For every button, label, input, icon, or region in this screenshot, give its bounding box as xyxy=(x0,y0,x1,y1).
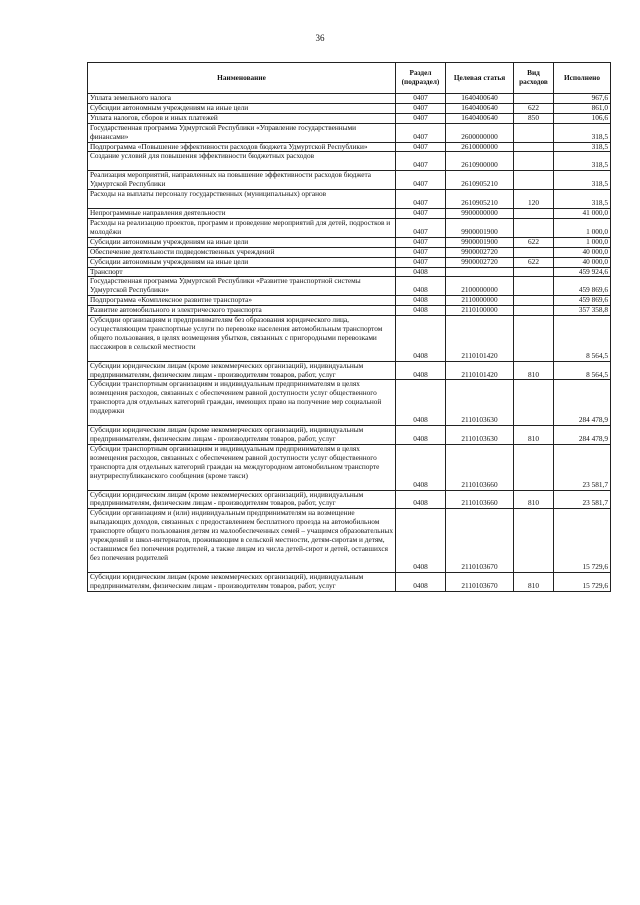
row-section: 0407 xyxy=(396,257,446,267)
table-row xyxy=(88,306,611,316)
row-name: Расходы на выплаты персоналу государственных (муниципальных) органов xyxy=(88,190,396,209)
row-target-item: 2610900000 xyxy=(446,152,514,171)
table-row xyxy=(88,237,611,247)
row-name: Уплата земельного налога xyxy=(88,94,396,104)
row-target-item: 1640400640 xyxy=(446,94,514,104)
row-target-item: 9900001900 xyxy=(446,218,514,237)
row-name: Создание условий для повышения эффективности бюджетных расходов xyxy=(88,152,396,171)
row-executed-amount: 23 581,7 xyxy=(554,490,611,509)
row-section: 0407 xyxy=(396,123,446,142)
row-target-item: 9900002720 xyxy=(446,247,514,257)
row-executed-amount: 8 564,5 xyxy=(554,361,611,380)
row-expense-kind xyxy=(514,209,554,219)
row-section: 0407 xyxy=(396,94,446,104)
row-target-item xyxy=(446,267,514,277)
row-name: Подпрограмма «Комплексное развитие транспорта» xyxy=(88,296,396,306)
page-number: 36 xyxy=(315,33,325,43)
row-expense-kind xyxy=(514,142,554,152)
row-expense-kind xyxy=(514,94,554,104)
row-executed-amount: 1 000,0 xyxy=(554,218,611,237)
row-name: Субсидии автономным учреждениям на иные цели xyxy=(88,237,396,247)
row-expense-kind xyxy=(514,380,554,426)
row-name: Транспорт xyxy=(88,267,396,277)
row-section: 0407 xyxy=(396,237,446,247)
row-expense-kind xyxy=(514,171,554,190)
row-executed-amount: 15 729,6 xyxy=(554,572,611,591)
row-section: 0407 xyxy=(396,103,446,113)
table-row xyxy=(88,190,611,209)
table-body xyxy=(88,94,611,592)
row-expense-kind xyxy=(514,509,554,572)
row-target-item: 2610905210 xyxy=(446,190,514,209)
row-target-item: 2110103630 xyxy=(446,426,514,445)
row-executed-amount: 459 924,6 xyxy=(554,267,611,277)
row-expense-kind: 120 xyxy=(514,190,554,209)
row-executed-amount: 23 581,7 xyxy=(554,444,611,490)
row-executed-amount: 8 564,5 xyxy=(554,316,611,362)
row-target-item: 2110103660 xyxy=(446,490,514,509)
row-name: Субсидии юридическим лицам (кроме некоммерческих организаций), индивидуальным предпринимателям, физическим лицам - производителям товаров, работ, услуг xyxy=(88,361,396,380)
row-executed-amount: 284 478,9 xyxy=(554,426,611,445)
table-row xyxy=(88,257,611,267)
row-name: Субсидии автономным учреждениям на иные цели xyxy=(88,103,396,113)
row-name: Государственная программа Удмуртской Республики «Управление государственными финансами» xyxy=(88,123,396,142)
table-row xyxy=(88,218,611,237)
row-target-item: 9900001900 xyxy=(446,237,514,247)
row-section: 0408 xyxy=(396,361,446,380)
row-executed-amount: 967,6 xyxy=(554,94,611,104)
row-target-item: 2100000000 xyxy=(446,277,514,296)
table-row xyxy=(88,509,611,572)
row-target-item: 2600000000 xyxy=(446,123,514,142)
row-target-item: 2110103670 xyxy=(446,509,514,572)
header-executed: Исполнено xyxy=(554,63,611,94)
row-section: 0407 xyxy=(396,113,446,123)
row-expense-kind: 622 xyxy=(514,237,554,247)
row-expense-kind: 810 xyxy=(514,426,554,445)
row-name: Субсидии организациям и предпринимателям без образования юридического лица, осуществляющим транспортные услуги по перевозке населения автомобильным транспортом общего пользования, в целях возмещения убытков, связанных с пригородными перевозками пассажиров в сельской местности xyxy=(88,316,396,362)
row-target-item: 2610000000 xyxy=(446,142,514,152)
table-row xyxy=(88,123,611,142)
header-section: Раздел (подраздел) xyxy=(396,63,446,94)
table-row xyxy=(88,277,611,296)
row-expense-kind xyxy=(514,296,554,306)
table-row xyxy=(88,209,611,219)
row-expense-kind xyxy=(514,218,554,237)
row-name: Развитие автомобильного и электрического транспорта xyxy=(88,306,396,316)
row-executed-amount: 15 729,6 xyxy=(554,509,611,572)
row-expense-kind: 850 xyxy=(514,113,554,123)
row-target-item: 2110103670 xyxy=(446,572,514,591)
row-expense-kind: 810 xyxy=(514,361,554,380)
row-target-item: 2110103660 xyxy=(446,444,514,490)
row-name: Субсидии автономным учреждениям на иные цели xyxy=(88,257,396,267)
budget-execution-table xyxy=(87,62,611,592)
row-section: 0408 xyxy=(396,267,446,277)
row-target-item: 2110101420 xyxy=(446,316,514,362)
row-section: 0408 xyxy=(396,444,446,490)
row-executed-amount: 40 000,0 xyxy=(554,247,611,257)
row-section: 0407 xyxy=(396,218,446,237)
row-target-item: 9900002720 xyxy=(446,257,514,267)
table-row xyxy=(88,316,611,362)
row-name: Уплата налогов, сборов и иных платежей xyxy=(88,113,396,123)
row-name: Субсидии транспортным организациям и индивидуальным предпринимателям в целях возмещения расходов, связанных с обеспечением равной доступности услуг общественного транспорта для отдельных категорий граждан на междугородном автомобильном транспорте внутриреспубликанского сообщения (кроме такси) xyxy=(88,444,396,490)
row-section: 0408 xyxy=(396,296,446,306)
row-section: 0408 xyxy=(396,380,446,426)
row-section: 0408 xyxy=(396,277,446,296)
row-executed-amount: 459 869,6 xyxy=(554,277,611,296)
row-name: Обеспечение деятельности подведомственных учреждений xyxy=(88,247,396,257)
row-target-item: 2610905210 xyxy=(446,171,514,190)
table-row xyxy=(88,296,611,306)
row-executed-amount: 284 478,9 xyxy=(554,380,611,426)
row-target-item: 1640400640 xyxy=(446,103,514,113)
row-executed-amount: 357 358,8 xyxy=(554,306,611,316)
table-row xyxy=(88,380,611,426)
table-row xyxy=(88,426,611,445)
header-target-item: Целевая статья xyxy=(446,63,514,94)
row-expense-kind xyxy=(514,152,554,171)
row-section: 0408 xyxy=(396,426,446,445)
table-row xyxy=(88,247,611,257)
row-expense-kind xyxy=(514,267,554,277)
row-executed-amount: 861,0 xyxy=(554,103,611,113)
table-row xyxy=(88,361,611,380)
row-target-item: 9900000000 xyxy=(446,209,514,219)
row-section: 0407 xyxy=(396,190,446,209)
row-name: Государственная программа Удмуртской Республики «Развитие транспортной системы Удмуртской Республики» xyxy=(88,277,396,296)
table-header-row xyxy=(88,63,611,94)
row-expense-kind: 810 xyxy=(514,572,554,591)
row-executed-amount: 318,5 xyxy=(554,190,611,209)
row-name: Расходы на реализацию проектов, программ и проведение мероприятий для детей, подростков и молодёжи xyxy=(88,218,396,237)
row-name: Реализация мероприятий, направленных на повышение эффективности расходов бюджета Удмуртской Республики xyxy=(88,171,396,190)
table-row xyxy=(88,444,611,490)
row-executed-amount: 40 000,0 xyxy=(554,257,611,267)
row-expense-kind xyxy=(514,444,554,490)
table-row xyxy=(88,94,611,104)
row-executed-amount: 41 000,0 xyxy=(554,209,611,219)
row-section: 0408 xyxy=(396,572,446,591)
row-section: 0408 xyxy=(396,509,446,572)
row-expense-kind xyxy=(514,247,554,257)
table-row xyxy=(88,171,611,190)
row-target-item: 2110000000 xyxy=(446,296,514,306)
row-expense-kind: 622 xyxy=(514,103,554,113)
table-row xyxy=(88,490,611,509)
header-name: Наименование xyxy=(88,63,396,94)
row-name: Субсидии юридическим лицам (кроме некоммерческих организаций), индивидуальным предпринимателям, физическим лицам - производителям товаров, работ, услуг xyxy=(88,426,396,445)
row-expense-kind: 810 xyxy=(514,490,554,509)
table-row xyxy=(88,572,611,591)
row-executed-amount: 106,6 xyxy=(554,113,611,123)
row-name: Субсидии юридическим лицам (кроме некоммерческих организаций), индивидуальным предпринимателям, физическим лицам - производителям товаров, работ, услуг xyxy=(88,490,396,509)
row-target-item: 2110100000 xyxy=(446,306,514,316)
row-section: 0407 xyxy=(396,152,446,171)
row-executed-amount: 318,5 xyxy=(554,123,611,142)
row-section: 0407 xyxy=(396,142,446,152)
row-section: 0407 xyxy=(396,171,446,190)
table-row xyxy=(88,152,611,171)
row-target-item: 2110103630 xyxy=(446,380,514,426)
table-row xyxy=(88,267,611,277)
row-executed-amount: 1 000,0 xyxy=(554,237,611,247)
row-section: 0407 xyxy=(396,209,446,219)
row-executed-amount: 318,5 xyxy=(554,142,611,152)
row-target-item: 2110101420 xyxy=(446,361,514,380)
row-section: 0408 xyxy=(396,316,446,362)
row-expense-kind xyxy=(514,306,554,316)
row-target-item: 1640400640 xyxy=(446,113,514,123)
row-name: Субсидии юридическим лицам (кроме некоммерческих организаций), индивидуальным предпринимателям, физическим лицам - производителям товаров, работ, услуг xyxy=(88,572,396,591)
row-expense-kind: 622 xyxy=(514,257,554,267)
row-executed-amount: 459 869,6 xyxy=(554,296,611,306)
row-section: 0408 xyxy=(396,490,446,509)
table-row xyxy=(88,113,611,123)
row-name: Субсидии транспортным организациям и индивидуальным предпринимателям в целях возмещения расходов, связанных с обеспечением равной доступности услуг общественного транспорта для отдельных категорий граждан, имеющих право на получение мер социальной поддержки xyxy=(88,380,396,426)
row-expense-kind xyxy=(514,277,554,296)
row-section: 0408 xyxy=(396,306,446,316)
table-row xyxy=(88,142,611,152)
table-row xyxy=(88,103,611,113)
row-executed-amount: 318,5 xyxy=(554,152,611,171)
row-section: 0407 xyxy=(396,247,446,257)
row-name: Субсидии организациям и (или) индивидуальным предпринимателям на возмещение выпадающих доходов, связанных с предоставлением бесплатного проезда на автомобильном транспорте общего пользования детям из малообеспеченных семей – учащимся образовательных учреждений и школ-интернатов, проживающим в сельской местности, детям-сиротам и детям, оставшимся без попечения родителей, а также лицам из числа детей-сирот и детей, оставшихся без попечения родителей xyxy=(88,509,396,572)
row-expense-kind xyxy=(514,316,554,362)
row-name: Подпрограмма «Повышение эффективности расходов бюджета Удмуртской Республики» xyxy=(88,142,396,152)
row-executed-amount: 318,5 xyxy=(554,171,611,190)
header-expense-kind: Вид расходов xyxy=(514,63,554,94)
row-name: Непрограммные направления деятельности xyxy=(88,209,396,219)
row-expense-kind xyxy=(514,123,554,142)
